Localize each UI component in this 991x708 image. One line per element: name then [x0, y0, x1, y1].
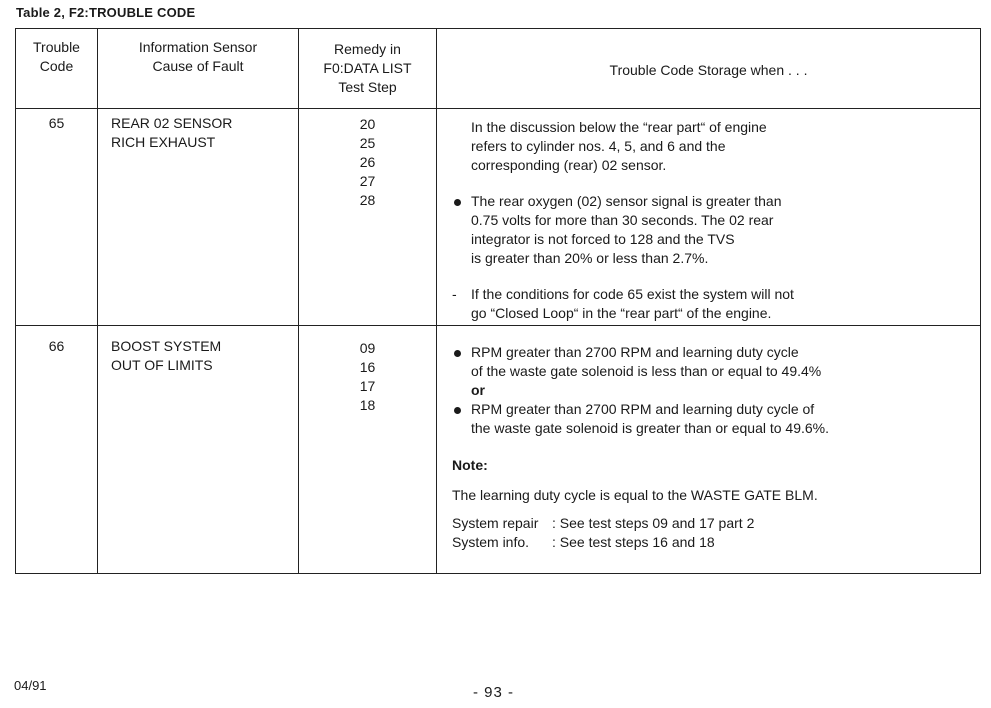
header-text: Code: [39, 58, 74, 74]
row-66-steps: [299, 339, 436, 415]
header-storage-when: Trouble Code Storage when . . .: [609, 62, 808, 78]
text-line: refers to cylinder nos. 4, 5, and 6 and the: [471, 138, 726, 154]
bullet-icon: [452, 192, 471, 268]
system-repair-line: [452, 514, 972, 533]
text-line: RPM greater than 2700 RPM and learning duty cycle: [471, 344, 799, 360]
step-number: 16: [359, 359, 376, 375]
step-number: 17: [359, 378, 376, 394]
header-text: F0:DATA LIST: [323, 60, 412, 76]
text-line: is greater than 20% or less than 2.7%.: [471, 250, 709, 266]
or-connector: or: [471, 382, 485, 398]
system-label: System repair: [452, 515, 539, 531]
row-65-cause: [111, 114, 232, 152]
system-value: : See test steps 09 and 17 part 2: [552, 515, 755, 531]
row-divider: [16, 325, 980, 326]
cause-line: BOOST SYSTEM: [111, 338, 222, 354]
footer-date: 04/91: [14, 678, 47, 693]
header-text: Trouble: [33, 39, 80, 55]
header-text: Information Sensor: [138, 39, 258, 55]
trouble-code-table: [15, 28, 981, 574]
system-value: : See test steps 16 and 18: [552, 534, 715, 550]
column-divider: [436, 29, 437, 573]
row-66-cause: [111, 337, 221, 375]
header-divider: [16, 108, 980, 109]
text-line: 0.75 volts for more than 30 seconds. The 02 rear: [471, 212, 774, 228]
header-text: Test Step: [338, 79, 397, 95]
step-number: 18: [359, 397, 376, 413]
row-66-code: 66: [48, 338, 65, 354]
text-line: In the discussion below the “rear part“ of engine: [471, 119, 767, 135]
column-divider: [298, 29, 299, 573]
header-text: Remedy in: [334, 41, 401, 57]
intro-paragraph: [452, 118, 972, 175]
note-label: Note:: [452, 457, 488, 473]
bullet-icon: [452, 400, 471, 438]
text-line: integrator is not forced to 128 and the TVS: [471, 231, 735, 247]
bullet-icon: [452, 343, 471, 400]
header-information-sensor: [98, 38, 298, 76]
cause-line: OUT OF LIMITS: [111, 357, 213, 373]
cause-line: RICH EXHAUST: [111, 134, 216, 150]
step-number: 20: [359, 116, 376, 132]
system-label: System info.: [452, 534, 530, 550]
row-66-description: [452, 343, 972, 552]
header-remedy: [299, 40, 436, 97]
bullet-item: [452, 192, 972, 268]
step-number: 28: [359, 192, 376, 208]
text-line: If the conditions for code 65 exist the system will not: [471, 286, 794, 302]
bullet-item: [452, 343, 972, 400]
column-divider: [97, 29, 98, 573]
text-line: the waste gate solenoid is greater than or equal to 49.6%.: [471, 420, 830, 436]
row-65-steps: [299, 115, 436, 210]
text-line: go “Closed Loop“ in the “rear part“ of the engine.: [471, 305, 772, 321]
text-line: RPM greater than 2700 RPM and learning duty cycle of: [471, 401, 815, 417]
step-number: 09: [359, 340, 376, 356]
header-trouble-code: [16, 38, 97, 76]
step-number: 26: [359, 154, 376, 170]
text-line: The rear oxygen (02) sensor signal is greater than: [471, 193, 782, 209]
step-number: 25: [359, 135, 376, 151]
dash-mark: -: [452, 286, 457, 302]
text-line: of the waste gate solenoid is less than or equal to 49.4%: [471, 363, 822, 379]
row-65-description: [452, 118, 972, 323]
note-text: The learning duty cycle is equal to the WASTE GATE BLM.: [452, 487, 818, 503]
dash-item: [452, 285, 972, 323]
step-number: 27: [359, 173, 376, 189]
page-number: - 93 -: [473, 684, 515, 701]
header-text: Cause of Fault: [152, 58, 244, 74]
system-info-line: [452, 533, 972, 552]
cause-line: REAR 02 SENSOR: [111, 115, 233, 131]
row-65-code: 65: [48, 115, 65, 131]
bullet-item: [452, 400, 972, 438]
table-title: Table 2, F2:TROUBLE CODE: [16, 5, 196, 20]
text-line: corresponding (rear) 02 sensor.: [471, 157, 667, 173]
